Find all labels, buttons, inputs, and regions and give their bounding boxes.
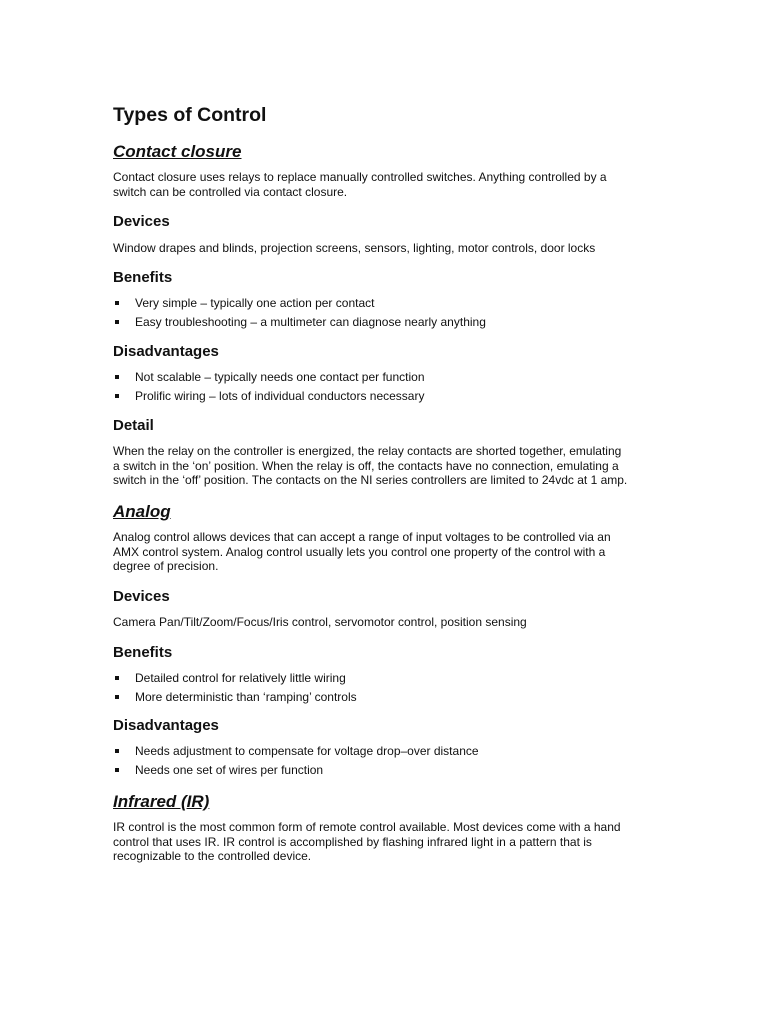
devices-line: Window drapes and blinds, projection screens, sensors, lighting, motor controls, door locks: [113, 241, 596, 255]
list-item: Very simple – typically one action per contact: [113, 296, 486, 315]
contact-closure-devices-text: [113, 241, 673, 256]
analog-disadvantages-list: [113, 744, 479, 782]
analog-disadvantages-heading: Disadvantages: [113, 717, 219, 734]
contact-closure-disadvantages-heading: Disadvantages: [113, 343, 219, 360]
devices-line: Camera Pan/Tilt/Zoom/Focus/Iris control, servomotor control, position sensing: [113, 615, 527, 629]
detail-line: switch in the ‘off’ position. The contacts on the NI series controllers are limited to 24vdc at 1 amp.: [113, 473, 628, 488]
list-item: More deterministic than ‘ramping’ controls: [113, 690, 357, 709]
contact-closure-intro: [113, 170, 643, 199]
contact-closure-disadvantages-list: [113, 370, 425, 408]
contact-closure-benefits-list: [113, 296, 486, 334]
detail-line: When the relay on the controller is energized, the relay contacts are shorted together, emulating: [113, 444, 622, 458]
list-item: Easy troubleshooting – a multimeter can diagnose nearly anything: [113, 315, 486, 334]
contact-closure-detail-text: [113, 444, 653, 488]
page-title: Types of Control: [113, 104, 267, 126]
intro-line: Analog control allows devices that can accept a range of input voltages to be controlled via an: [113, 530, 611, 544]
intro-line: switch can be controlled via contact closure.: [113, 184, 348, 199]
section-heading-analog: Analog: [113, 502, 171, 521]
list-item: Needs one set of wires per function: [113, 763, 479, 782]
analog-devices-heading: Devices: [113, 588, 170, 605]
list-item: Needs adjustment to compensate for voltage drop–over distance: [113, 744, 479, 763]
list-item: Detailed control for relatively little wiring: [113, 671, 357, 690]
list-item: Not scalable – typically needs one contact per function: [113, 370, 425, 389]
intro-line: degree of precision.: [113, 559, 219, 574]
contact-closure-benefits-heading: Benefits: [113, 269, 173, 286]
detail-line: a switch in the ‘on’ position. When the relay is off, the contacts have no connection, emulating a: [113, 458, 619, 473]
analog-benefits-list: [113, 671, 357, 709]
intro-line: Contact closure uses relays to replace manually controlled switches. Anything controlled by a: [113, 170, 607, 184]
intro-line: IR control is the most common form of remote control available. Most devices come with a hand: [113, 820, 621, 834]
analog-benefits-heading: Benefits: [113, 644, 173, 661]
contact-closure-detail-heading: Detail: [113, 417, 154, 434]
analog-devices-text: [113, 615, 643, 630]
infrared-intro: [113, 820, 643, 864]
intro-line: recognizable to the controlled device.: [113, 849, 312, 864]
contact-closure-devices-heading: Devices: [113, 213, 170, 230]
section-heading-infrared: Infrared (IR): [113, 792, 210, 811]
analog-intro: [113, 530, 643, 574]
section-heading-contact-closure: Contact closure: [113, 142, 242, 161]
intro-line: control that uses IR. IR control is accomplished by flashing infrared light in a pattern that is: [113, 834, 592, 849]
intro-line: AMX control system. Analog control usually lets you control one property of the control with a: [113, 544, 606, 559]
list-item: Prolific wiring – lots of individual conductors necessary: [113, 389, 425, 408]
